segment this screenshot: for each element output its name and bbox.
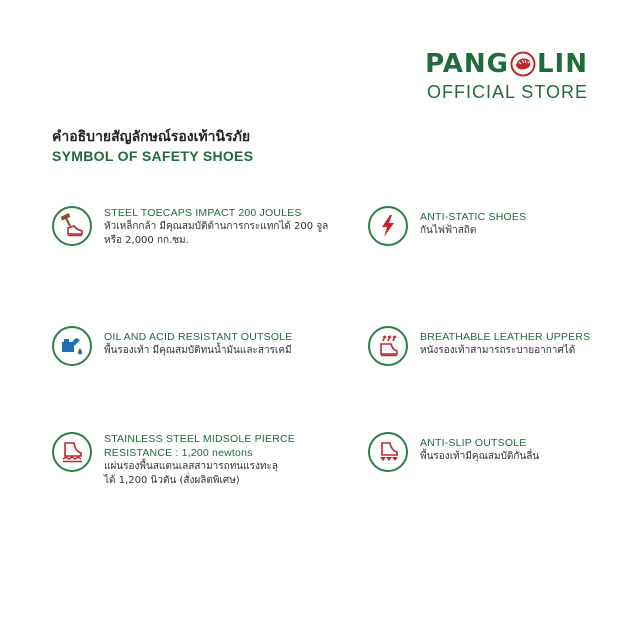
symbol-desc: พื้นรองเท้า มีคุณสมบัติทนน้ำมันและสารเคมี	[104, 345, 292, 356]
symbol-desc: แผ่นรองพื้นสแตนเลสสามารถทนแรงทะลุ	[104, 461, 278, 472]
symbol-title: OIL AND ACID RESISTANT OUTSOLE	[104, 331, 293, 343]
symbol-steel-midsole	[52, 432, 295, 488]
symbol-title: BREATHABLE LEATHER UPPERS	[420, 331, 591, 343]
symbol-title: STAINLESS STEEL MIDSOLE PIERCE	[104, 433, 295, 445]
breathable-boot-icon	[368, 326, 408, 366]
oil-can-icon	[52, 326, 92, 366]
symbol-desc: หัวเหล็กกล้า มีคุณสมบัติต้านการกระแทกได้ 200 จูล	[104, 221, 329, 232]
symbol-steel-toecaps	[52, 206, 328, 248]
brand-wordmark	[425, 50, 588, 78]
heading-thai: คำอธิบายสัญลักษณ์รองเท้านิรภัย	[52, 129, 251, 145]
brand-name-left: PANG	[425, 49, 509, 79]
symbol-title: ANTI-STATIC SHOES	[420, 211, 527, 223]
symbol-title-line-2: RESISTANCE : 1,200 newtons	[104, 447, 253, 459]
heading-english: SYMBOL OF SAFETY SHOES	[52, 148, 254, 164]
symbol-desc: หนังรองเท้าสามารถระบายอากาศได้	[420, 345, 576, 356]
midsole-boot-icon	[52, 432, 92, 472]
hammer-boot-icon	[52, 206, 92, 246]
symbol-desc: กันไฟฟ้าสถิต	[420, 225, 477, 236]
symbol-desc: พื้นรองเท้ามีคุณสมบัติกันลื่น	[420, 451, 540, 462]
brand-name-right: LIN	[536, 49, 588, 79]
symbol-anti-slip	[368, 432, 539, 472]
symbol-title: STEEL TOECAPS IMPACT 200 JOULES	[104, 207, 302, 219]
symbol-anti-static	[368, 206, 526, 246]
lightning-icon	[368, 206, 408, 246]
anti-slip-boot-icon	[368, 432, 408, 472]
brand-subtitle: OFFICIAL STORE	[426, 82, 588, 102]
symbol-breathable	[368, 326, 590, 366]
pangolin-emblem-icon	[510, 51, 536, 77]
symbol-title: ANTI-SLIP OUTSOLE	[420, 437, 527, 449]
brand-logo	[425, 50, 588, 103]
symbol-desc: ได้ 1,200 นิวตัน (สั่งผลิตพิเศษ)	[104, 475, 240, 486]
symbol-desc: หรือ 2,000 กก.ซม.	[104, 235, 189, 246]
symbol-oil-acid	[52, 326, 292, 366]
